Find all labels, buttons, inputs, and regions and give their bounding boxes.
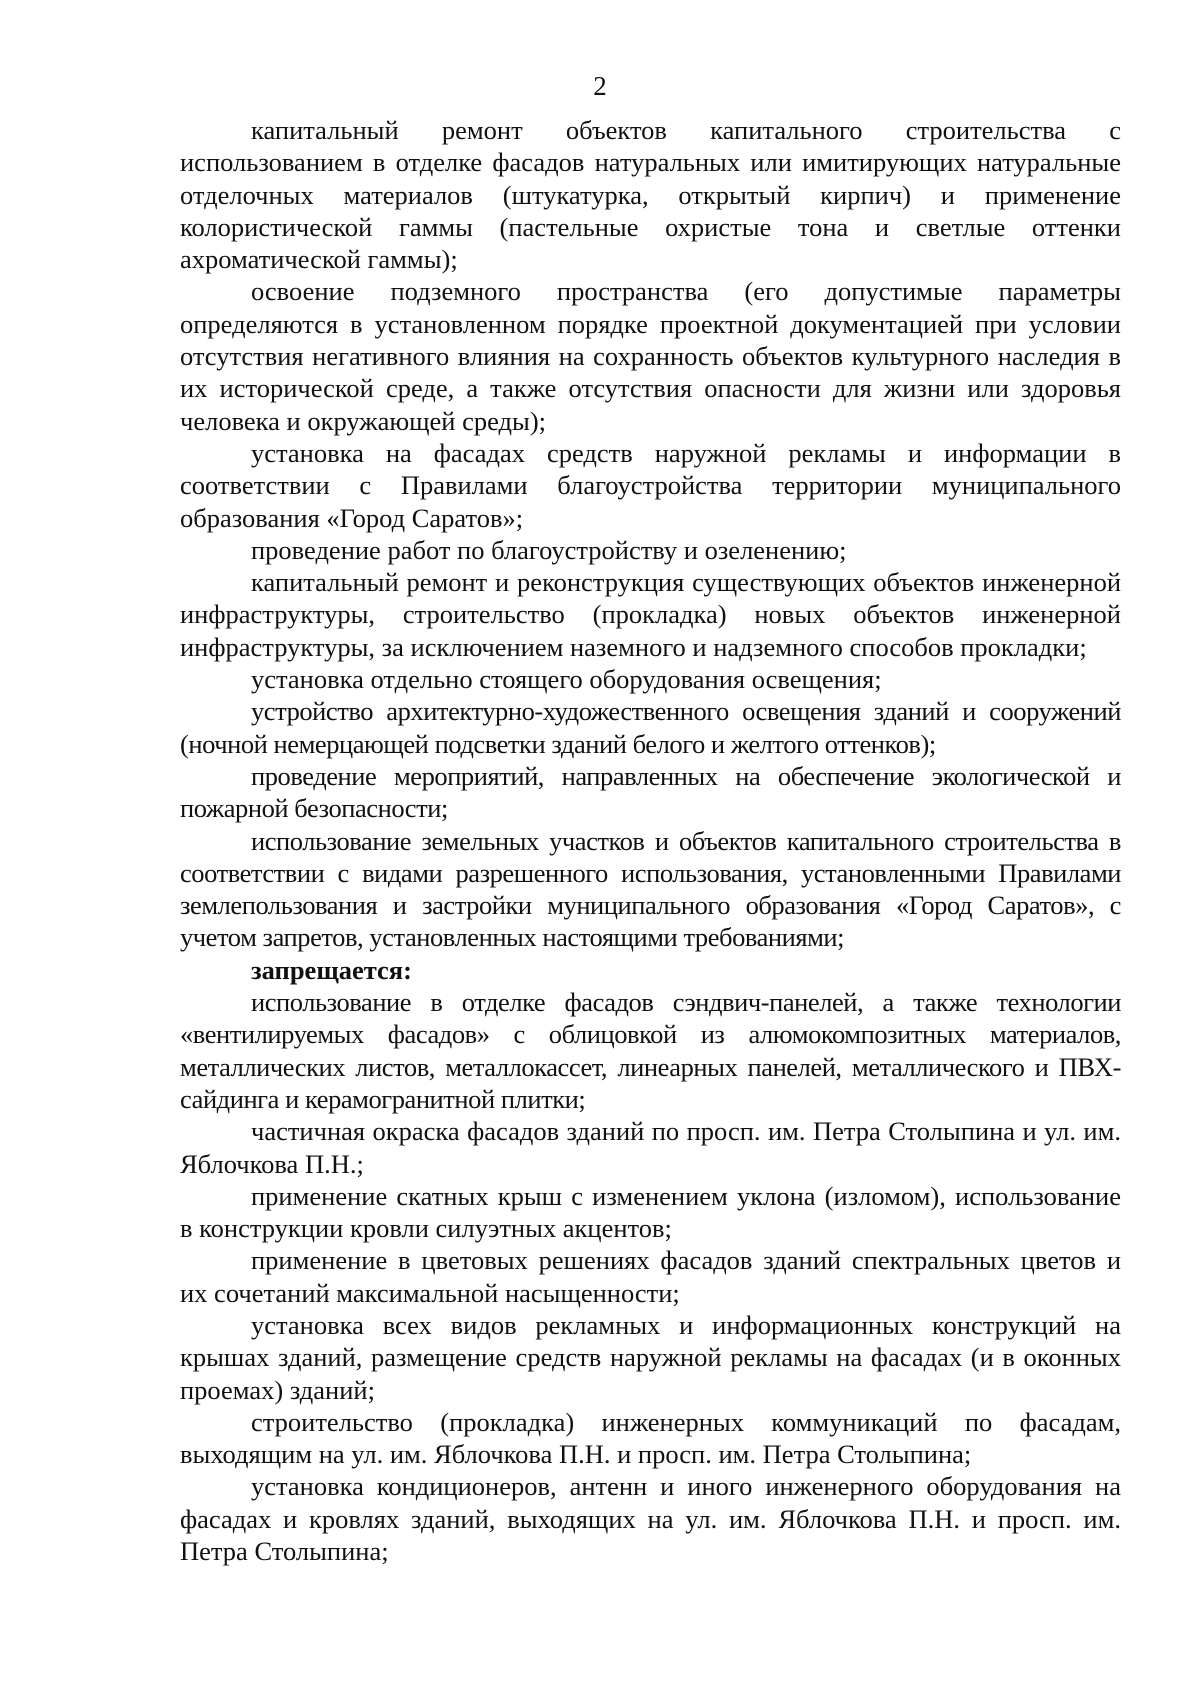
paragraph-engineering-infrastructure: капитальный ремонт и реконструкция существующих объектов инженерной инфраструктуры, строительство (прокладка) новых объектов инженерной инфраструктуры, за исключением наземного и надземного способов прокладки; (180, 567, 1121, 662)
paragraph-pitched-roofs: применение скатных крыш с изменением уклона (изломом), использование в конструкции кровли силуэтных акцентов; (180, 1180, 1121, 1244)
paragraph-land-use: использование земельных участков и объектов капитального строительства в соответствии с видами разрешенного использования, установленными Правилами землепользования и застройки муниципального образования «Город Саратов», с учетом запретов, установленных настоящими требованиями; (180, 825, 1121, 953)
paragraph-sandwich-panels: использование в отделке фасадов сэндвич-панелей, а также технологии «вентилируемых фасадов» с облицовкой из алюмокомпозитных материалов, металлических листов, металлокассет, линеарных панелей, металлического и ПВХ-сайдинга и керамогранитной плитки; (180, 987, 1121, 1114)
paragraph-capital-repair-facades: капитальный ремонт объектов капитального строительства с использованием в отделке фасадов натуральных или имитирующих натуральные отделочных материалов (штукатурка, открытый кирпич) и применение колористической гаммы (пастельные охристые тона и светлые оттенки ахроматической гаммы); (180, 115, 1121, 275)
paragraph-rooftop-advertising: установка всех видов рекламных и информационных конструкций на крышах зданий, размещение средств наружной рекламы на фасадах (и в оконных проемах) зданий; (180, 1309, 1121, 1405)
paragraph-engineering-communications: строительство (прокладка) инженерных коммуникаций по фасадам, выходящим на ул. им. Яблочкова П.Н. и просп. им. Петра Столыпина; (180, 1406, 1121, 1470)
page-number: 2 (593, 71, 607, 101)
document-body (180, 114, 1121, 1567)
paragraph-architectural-lighting: устройство архитектурно-художественного освещения зданий и сооружений (ночной немерцающей подсветки зданий белого и желтого оттенков); (180, 696, 1121, 759)
paragraph-landscaping: проведение работ по благоустройству и озеленению; (251, 534, 847, 565)
paragraph-partial-painting: частичная окраска фасадов зданий по просп. им. Петра Столыпина и ул. им. Яблочкова П.Н.; (180, 1116, 1121, 1179)
paragraph-air-conditioners: установка кондиционеров, антенн и иного инженерного оборудования на фасадах и кровлях зданий, выходящих на ул. им. Яблочкова П.Н. и просп. им. Петра Столыпина; (180, 1471, 1121, 1567)
paragraph-safety-measures: проведение мероприятий, направленных на обеспечение экологической и пожарной безопасности; (180, 760, 1121, 824)
paragraph-spectral-colors: применение в цветовых решениях фасадов зданий спектральных цветов и их сочетаний максимальной насыщенности; (180, 1245, 1121, 1308)
paragraph-outdoor-advertising: установка на фасадах средств наружной рекламы и информации в соответствии с Правилами благоустройства территории муниципального образования «Город Саратов»; (180, 437, 1121, 533)
paragraph-underground-space: освоение подземного пространства (его допустимые параметры определяются в установленном порядке проектной документацией при условии отсутствия негативного влияния на сохранность объектов культурного наследия в их исторической среде, а также отсутствия опасности для жизни или здоровья человека и окружающей среды); (180, 276, 1121, 436)
paragraph-lighting-equipment: установка отдельно стоящего оборудования освещения; (251, 664, 882, 695)
section-heading-prohibited: запрещается: (251, 954, 412, 985)
